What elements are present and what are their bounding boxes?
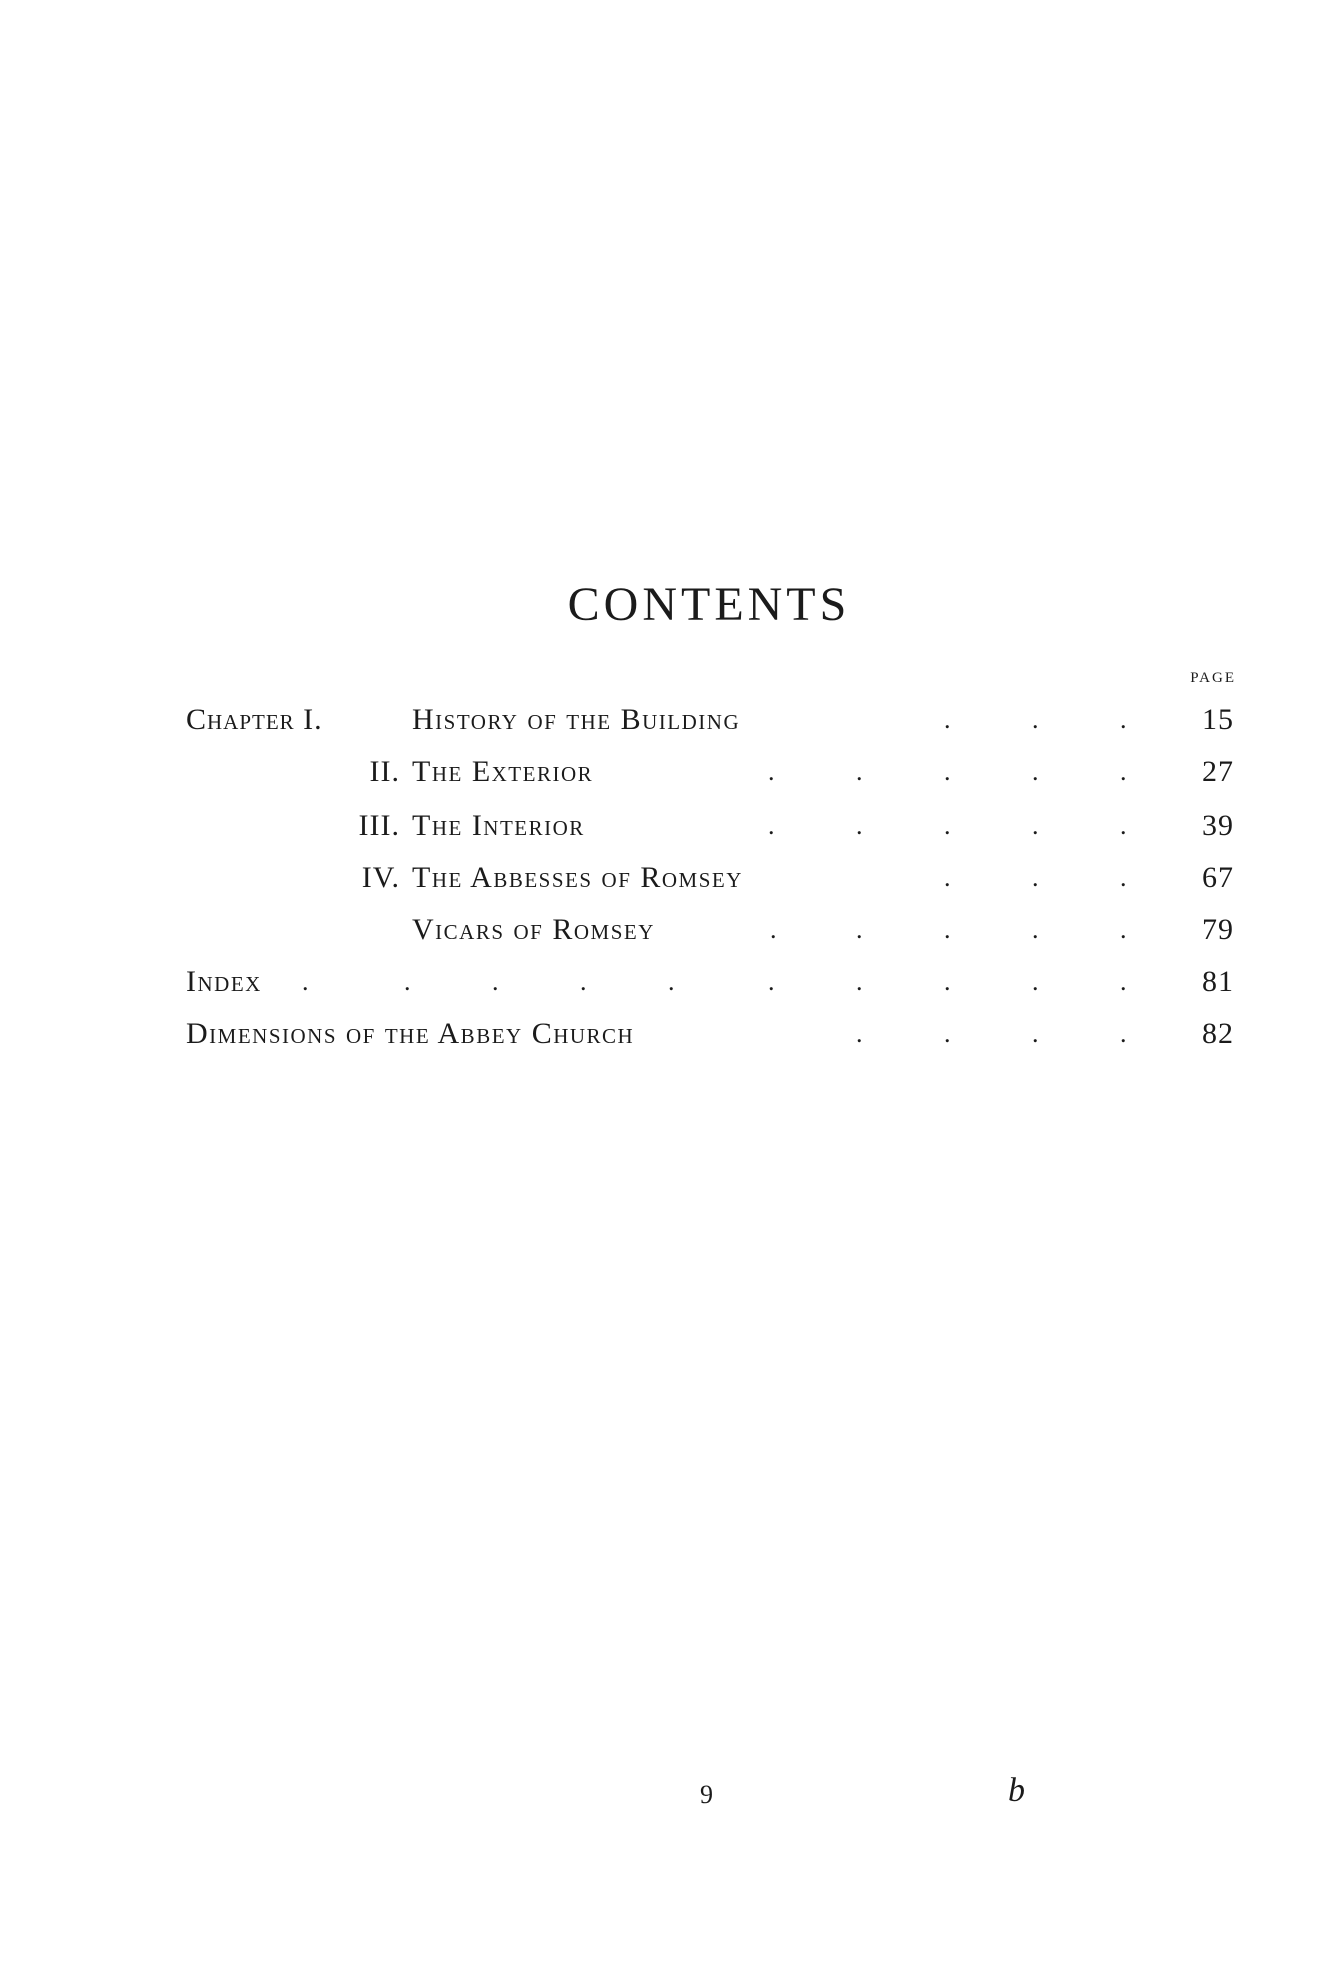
leader-dot: . xyxy=(668,967,675,996)
leader-dot: . xyxy=(1032,967,1039,996)
leader-dot: . xyxy=(944,967,951,996)
leader-dot: . xyxy=(944,705,951,734)
leader-dot: . xyxy=(856,811,863,840)
leader-dot: . xyxy=(1120,705,1127,734)
leader-dot: . xyxy=(404,967,411,996)
leader-dot: . xyxy=(1120,757,1127,786)
page-folio-number: 9 xyxy=(700,1780,713,1809)
leader-dot: . xyxy=(1032,915,1039,944)
toc-entry-page-number: 82 xyxy=(1202,1017,1234,1050)
leader-dot: . xyxy=(768,967,775,996)
contents-heading: CONTENTS xyxy=(567,578,851,631)
toc-entry-title: History of the Building xyxy=(412,703,741,736)
toc-entry-history xyxy=(186,700,1234,740)
leader-dot: . xyxy=(1120,967,1127,996)
toc-entry-title: Vicars of Romsey xyxy=(412,913,655,946)
toc-entry-page-number: 79 xyxy=(1202,913,1234,946)
leader-dot: . xyxy=(768,757,775,786)
leader-dot: . xyxy=(944,863,951,892)
toc-entry-title: Index xyxy=(186,965,262,998)
printer-signature-mark: b xyxy=(1008,1772,1025,1809)
leader-dot: . xyxy=(768,811,775,840)
toc-entry-vicars xyxy=(186,910,1234,950)
leader-dot: . xyxy=(302,967,309,996)
leader-dot: . xyxy=(856,967,863,996)
toc-entry-dimensions xyxy=(186,1014,1234,1054)
leader-dot: . xyxy=(1032,757,1039,786)
toc-entry-chapter-number: IV. xyxy=(361,861,400,894)
leader-dot: . xyxy=(1120,811,1127,840)
toc-entry-exterior xyxy=(186,752,1234,792)
leader-dot: . xyxy=(770,915,777,944)
toc-entry-title: Dimensions of the Abbey Church xyxy=(186,1017,635,1050)
toc-entry-page-number: 27 xyxy=(1202,755,1234,788)
leader-dot: . xyxy=(1120,1019,1127,1048)
toc-entry-page-number: 67 xyxy=(1202,861,1234,894)
toc-entry-title: The Interior xyxy=(412,809,585,842)
leader-dot: . xyxy=(492,967,499,996)
leader-dot: . xyxy=(1032,811,1039,840)
leader-dot: . xyxy=(856,915,863,944)
leader-dot: . xyxy=(944,1019,951,1048)
page-column-label: PAGE xyxy=(1190,670,1236,686)
leader-dot: . xyxy=(1120,915,1127,944)
toc-entry-page-number: 81 xyxy=(1202,965,1234,998)
leader-dot: . xyxy=(1032,705,1039,734)
toc-entry-interior xyxy=(186,806,1234,846)
toc-entry-page-number: 39 xyxy=(1202,809,1234,842)
toc-entry-chapter-number: III. xyxy=(358,809,400,842)
leader-dot: . xyxy=(944,757,951,786)
toc-entry-page-number: 15 xyxy=(1202,703,1234,736)
toc-entry-prefix: Chapter I. xyxy=(186,703,323,736)
toc-entry-abbesses xyxy=(186,858,1234,898)
toc-entry-title: The Exterior xyxy=(412,755,594,788)
leader-dot: . xyxy=(944,915,951,944)
leader-dot: . xyxy=(1120,863,1127,892)
toc-entry-title: The Abbesses of Romsey xyxy=(412,861,743,894)
leader-dot: . xyxy=(580,967,587,996)
leader-dot: . xyxy=(856,757,863,786)
leader-dot: . xyxy=(944,811,951,840)
leader-dot: . xyxy=(856,1019,863,1048)
toc-entry-index xyxy=(186,962,1234,1002)
toc-entry-chapter-number: II. xyxy=(369,755,400,788)
leader-dot: . xyxy=(1032,1019,1039,1048)
leader-dot: . xyxy=(1032,863,1039,892)
